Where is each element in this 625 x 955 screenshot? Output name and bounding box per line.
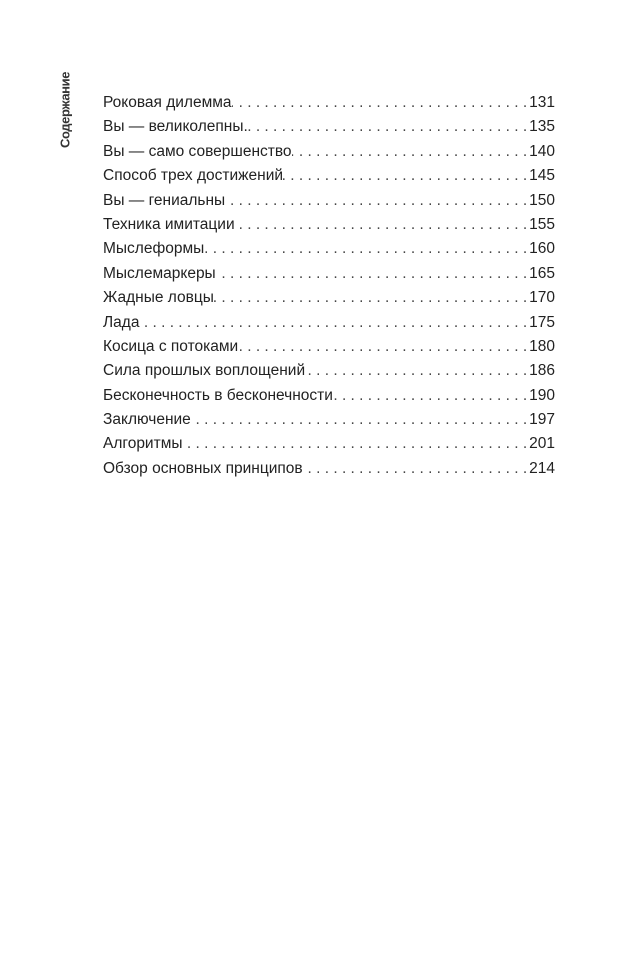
toc-entry-title: Обзор основных принципов: [103, 459, 303, 477]
toc-entry-page: 150: [529, 191, 555, 209]
table-of-contents: [103, 91, 555, 481]
toc-entry-title: Жадные ловцы: [103, 289, 214, 307]
dot-leader: [139, 311, 529, 335]
toc-entry-title: Мыслеформы: [103, 240, 205, 258]
toc-entry-page: 170: [529, 289, 555, 307]
toc-entry-title: Лада: [103, 313, 140, 331]
dot-leader: [183, 432, 530, 456]
toc-entry-page: 201: [529, 435, 555, 453]
dot-leader: [333, 384, 529, 408]
toc-entry-page: 180: [529, 337, 555, 355]
toc-entry-page: 160: [529, 240, 555, 258]
dot-leader: [225, 189, 529, 213]
toc-entry-page: 165: [529, 264, 555, 282]
dot-leader: [191, 408, 529, 432]
toc-entry-title: Вы — само совершенство: [103, 142, 292, 160]
toc-entry-page: 131: [529, 94, 555, 111]
toc-entry-title: Косица с потоками: [103, 337, 239, 355]
toc-entry[interactable]: [103, 311, 555, 335]
toc-entry[interactable]: [103, 189, 555, 213]
toc-entry[interactable]: [103, 115, 555, 139]
toc-entry[interactable]: [103, 262, 555, 286]
running-head-text: Содержание: [57, 71, 73, 149]
toc-entry-page: 190: [529, 386, 555, 404]
toc-entry[interactable]: [103, 335, 555, 359]
toc-entry-page: 186: [529, 362, 555, 380]
dot-leader: [204, 237, 529, 261]
toc-entry-title: Алгоритмы: [103, 435, 183, 453]
dot-leader: [303, 457, 529, 481]
toc-entry[interactable]: [103, 286, 555, 310]
toc-entry[interactable]: [103, 91, 555, 115]
dot-leader: [283, 164, 529, 188]
dot-leader: [232, 91, 530, 115]
toc-entry-title: Заключение: [103, 411, 191, 429]
toc-entry[interactable]: [103, 164, 555, 188]
toc-entry-title: Вы — великолепны.: [103, 118, 248, 136]
toc-entry[interactable]: [103, 408, 555, 432]
dot-leader: [214, 286, 529, 310]
toc-entry-title: Роковая дилемма: [103, 94, 232, 111]
dot-leader: [305, 359, 529, 383]
toc-entry-page: 145: [529, 167, 555, 185]
toc-entry-page: 140: [529, 142, 555, 160]
dot-leader: [292, 140, 530, 164]
toc-entry-page: 175: [529, 313, 555, 331]
toc-entry-title: Техника имитации: [103, 215, 235, 233]
toc-entry-page: 135: [529, 118, 555, 136]
toc-entry-page: 155: [529, 215, 555, 233]
toc-entry[interactable]: [103, 237, 555, 261]
toc-entry[interactable]: [103, 384, 555, 408]
toc-entry[interactable]: [103, 432, 555, 456]
toc-entry[interactable]: [103, 359, 555, 383]
toc-entry-title: Мыслемаркеры: [103, 264, 216, 282]
dot-leader: [238, 335, 529, 359]
toc-entry-page: 214: [529, 459, 555, 477]
toc-entry[interactable]: [103, 213, 555, 237]
toc-entry-page: 197: [529, 411, 555, 429]
toc-entry-title: Бесконечность в бесконечности: [103, 386, 333, 404]
toc-entry-title: Сила прошлых воплощений: [103, 362, 306, 380]
running-head: [55, 70, 75, 150]
dot-leader: [235, 213, 530, 237]
toc-entry[interactable]: [103, 140, 555, 164]
toc-entry-title: Способ трех достижений: [103, 167, 284, 185]
dot-leader: [216, 262, 529, 286]
toc-entry[interactable]: [103, 457, 555, 481]
dot-leader: [248, 115, 529, 139]
toc-entry-title: Вы — гениальны: [103, 191, 226, 209]
